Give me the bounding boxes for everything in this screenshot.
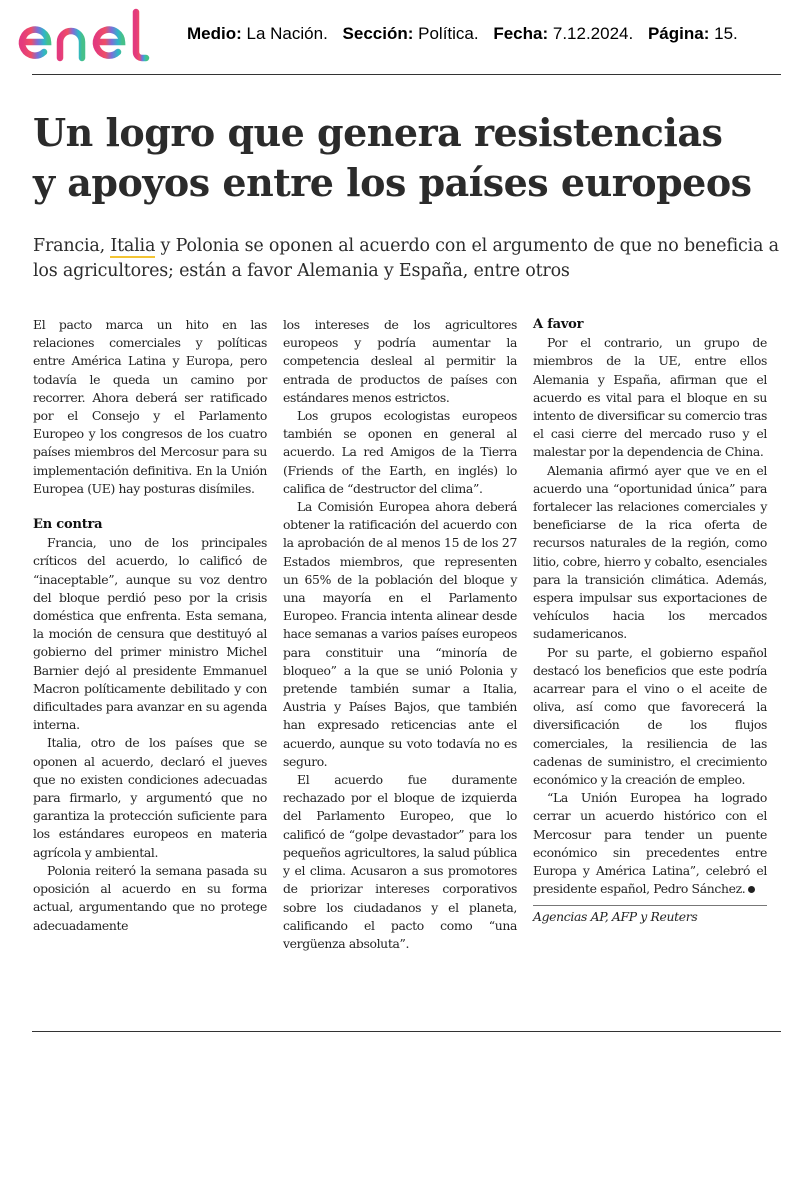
deck-part-2: y Polonia se oponen al acuerdo con el argumento de que no beneficia a los agricultores; están a favor Alemania y España, entre otros [33,236,779,281]
pagina-value: 15. [714,24,738,43]
paragraph: Por su parte, el gobierno español destacó los beneficios que este podría acarrear para el vino o el aceite de oliva, así como que favorecerá la diversificación de los flujos comerciales, la resiliencia de las cadenas de suministro, el crecimiento económico y la creación de empleo. [533,644,767,788]
paragraph: Francia, uno de los principales críticos del acuerdo, lo calificó de “inaceptable”, aunque su voz dentro del bloque perdió peso por la crisis doméstica que enfrenta. Esta semana, la moción de censura que destituyó al gobierno del primer ministro Michel Barnier dejó al presidente Emmanuel Macron políticamente debilitado y con dificultades para avanzar en su agenda interna. [33,535,267,733]
paragraph: La Comisión Europea ahora deberá obtener la ratificación del acuerdo con la aprobación de al menos 15 de los 27 Estados miembros, que representen un 65% de la población del bloque y una mayoría en el Parlamento Europeo. Francia intenta alinear desde hace semanas a varios países europeos para constituir una “minoría de bloqueo” a la que se unió Polonia y pretende también sumar a Italia, Austria y Países Bajos, que también han expresado reticencias ante el acuerdo, aunque su voto todavía no es seguro. [283,499,517,769]
headline-line-2: y apoyos entre los países europeos [33,160,752,205]
clipping-metadata [187,24,738,44]
fecha-label: Fecha: [493,24,549,43]
header-divider [32,74,781,75]
subhead-a-favor: A favor [533,317,584,332]
paragraph: Alemania afirmó ayer que ve en el acuerdo una “oportunidad única” para fortalecer las relaciones comerciales y beneficiarse de la rica oferta de recursos naturales de la región, como litio, cobre, hierro y cobalto, esenciales para la transición climática. Además, espera impulsar sus exportaciones de vehículos hacia los mercados sudamericanos. [533,462,767,642]
deck-part-1: Francia, [33,236,111,256]
final-paragraph-text: “La Unión Europea ha logrado cerrar un acuerdo histórico con el Mercosur para tender un puente económico sin precedentes entre Europa y América Latina”, celebró el presidente español, Pedro Sánchez. [533,790,767,897]
paragraph: Italia, otro de los países que se oponen al acuerdo, declaró el jueves que no existen condiciones adecuadas para firmarlo, y argumentó que no garantiza la protección suficiente para los estándares europeos en materia agrícola y ambiental. [33,735,267,860]
headline-line-1: Un logro que genera resistencias [33,110,723,155]
end-mark-icon [748,886,755,893]
subhead-en-contra: En contra [33,517,103,533]
clipping-header [0,0,800,76]
medio-value: La Nación. [246,24,328,43]
paragraph: Polonia reiteró la semana pasada su oposición al acuerdo en su forma actual, argumentando que no protege adecuadamente [33,862,267,933]
paragraph-final [533,789,767,898]
credit-divider [533,905,767,906]
fecha-value: 7.12.2024. [552,24,634,43]
article-headline [33,108,783,208]
seccion-label: Sección: [342,24,414,43]
deck-highlight: Italia [110,236,156,256]
paragraph: El pacto marca un hito en las relaciones comerciales y políticas entre América Latina y Europa, pero todavía le queda un camino por recorrer. Ahora deberá ser ratificado por el Consejo y el Parlamento Europeo y los congresos de los cuatro países miembros del Mercosur para su implementación definitiva. En la Unión Europea (UE) hay posturas disímiles. [33,317,267,496]
enel-logo [14,6,174,68]
seccion-value: Política. [418,24,479,43]
article-column-2 [283,316,517,953]
article-column-3 [533,316,767,926]
paragraph: El acuerdo fue duramente rechazado por el bloque de izquierda del Parlamento Europeo, que lo calificó de “golpe devastador” para los pequeños agricultores, la salud pública y el clima. Acusaron a sus promotores de priorizar intereses corporativos sobre los ciudadanos y el planeta, calificando el pacto como “una vergüenza absoluta”. [283,772,517,951]
article-column-1 [33,316,267,935]
medio-label: Medio: [187,24,242,43]
paragraph: los intereses de los agricultores europeos y podría aumentar la competencia desleal al permitir la entrada de productos de países con estándares menos estrictos. [283,317,517,405]
article-deck [33,234,783,284]
footer-divider [32,1031,781,1032]
article-credit: Agencias AP, AFP y Reuters [533,908,698,924]
paragraph: Por el contrario, un grupo de miembros de la UE, entre ellos Alemania y España, afirman que el acuerdo es vital para el bloque en su intento de diversificar su comercio tras el casi cierre del mercado ruso y el malestar por la dependencia de China. [533,335,767,460]
pagina-label: Página: [647,24,710,43]
enel-logo-icon [14,6,174,68]
paragraph: Los grupos ecologistas europeos también se oponen en general al acuerdo. La red Amigos de la Tierra (Friends of the Earth, en inglés) lo califica de “destructor del clima”. [283,408,517,496]
